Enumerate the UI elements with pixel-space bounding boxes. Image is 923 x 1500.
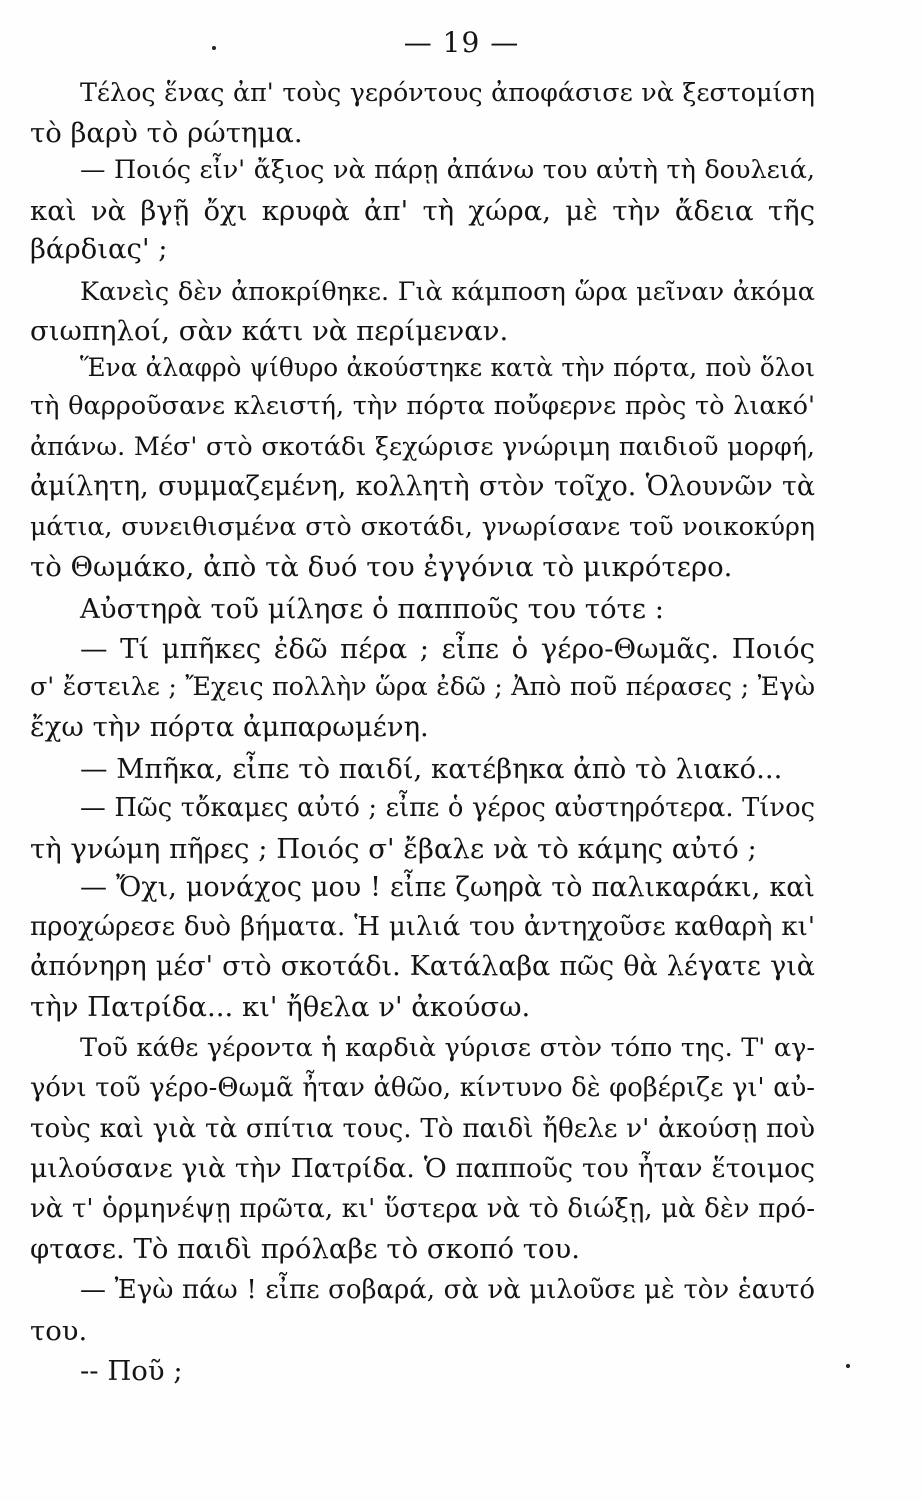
- text-line: σ' ἔστειλε ; Ἔχεις πολλὴν ὥρα ἐδῶ ; Ἀπὸ ποῦ πέρασες ; Ἐγὼ: [30, 671, 815, 701]
- ink-speck: [846, 1364, 850, 1368]
- text-line: ἀπόνηρη μέσ' στὸ σκοτάδι. Κατάλαβα πῶς θὰ λέγατε γιὰ: [30, 951, 815, 982]
- text-line: — Ὄχι, μονάχος μου ! εἶπε ζωηρὰ τὸ παλικαράκι, καὶ: [80, 872, 815, 903]
- text-line: — Τί μπῆκες ἐδῶ πέρα ; εἶπε ὁ γέρο-Θωμᾶς. Ποιός: [80, 633, 815, 665]
- text-line: τὴ θαρροῦσανε κλειστή, τὴν πόρτα ποὔφερνε πρὸς τὸ λιακό': [30, 391, 815, 421]
- text-line: βάρδιας' ;: [30, 233, 168, 265]
- text-line: — Ποιός εἶν' ἄξιος νὰ πάρῃ ἀπάνω του αὐτὴ τὴ δουλειά,: [80, 155, 815, 185]
- text-line: νὰ τ' ὁρμηνέψῃ πρῶτα, κι' ὕστερα νὰ τὸ διώξῃ, μὰ δὲν πρό-: [30, 1194, 815, 1224]
- text-line: μιλούσανε γιὰ τὴν Πατρίδα. Ὁ παπποῦς του ἦταν ἕτοιμος: [30, 1153, 815, 1184]
- text-line: Τέλος ἕνας ἀπ' τοὺς γερόντους ἀποφάσισε νὰ ξεστομίση: [80, 77, 815, 107]
- text-line: — Ἐγὼ πάω ! εἶπε σοβαρά, σὰ νὰ μιλοῦσε μὲ τὸν ἑαυτό: [80, 1275, 815, 1305]
- text-line: τὴ γνώμη πῆρες ; Ποιός σ' ἔβαλε νὰ τὸ κάμης αὐτό ;: [30, 833, 757, 865]
- text-line: γόνι τοῦ γέρο-Θωμᾶ ἦταν ἀθῶο, κίντυνο δὲ φοβέριζε γι' αὐ-: [30, 1073, 815, 1103]
- text-line: Αὐστηρὰ τοῦ μίλησε ὁ παπποῦς του τότε :: [80, 593, 665, 625]
- text-line: ἀπάνω. Μέσ' στὸ σκοτάδι ξεχώρισε γνώριμη παιδιοῦ μορφή,: [30, 431, 815, 461]
- text-line: ἀμίλητη, συμμαζεμένη, κολλητὴ στὸν τοῖχο. Ὁλουνῶν τὰ: [30, 471, 815, 502]
- text-line: τὴν Πατρίδα... κι' ἤθελα ν' ἀκούσω.: [30, 991, 531, 1023]
- text-line: Τοῦ κάθε γέροντα ἡ καρδιὰ γύρισε στὸν τόπο της. Τ' αγ-: [80, 1033, 815, 1063]
- text-line: — Πῶς τὄκαμες αὐτό ; εἶπε ὁ γέρος αὐστηρότερα. Τίνος: [80, 793, 815, 823]
- text-line: τὸ βαρὺ τὸ ρώτημα.: [30, 117, 303, 149]
- text-line: προχώρεσε δυὸ βήματα. Ἡ μιλιά του ἀντηχοῦσε καθαρὴ κι': [30, 912, 815, 942]
- page-number: — 19 —: [403, 26, 520, 59]
- text-line: σιωπηλοί, σὰν κάτι νὰ περίμεναν.: [30, 315, 509, 347]
- text-line: του.: [30, 1315, 88, 1347]
- text-line: ἔχω τὴν πόρτα ἀμπαρωμένη.: [30, 711, 429, 743]
- text-line: φτασε. Τὸ παιδὶ πρόλαβε τὸ σκοπό του.: [30, 1233, 580, 1265]
- text-line: μάτια, συνειθισμένα στὸ σκοτάδι, γνωρίσανε τοῦ νοικοκύρη: [30, 512, 815, 541]
- text-line: καὶ νὰ βγῇ ὄχι κρυφὰ ἀπ' τὴ χώρα, μὲ τὴν ἄδεια τῆς: [30, 195, 815, 227]
- text-line: τοὺς καὶ γιὰ τὰ σπίτια τους. Τὸ παιδὶ ἤθελε ν' ἀκούσῃ ποὺ: [30, 1114, 815, 1144]
- text-line: — Μπῆκα, εἶπε τὸ παιδί, κατέβηκα ἀπὸ τὸ λιακό...: [80, 753, 783, 785]
- text-line: -- Ποῦ ;: [80, 1355, 183, 1387]
- text-line: τὸ Θωμάκο, ἀπὸ τὰ δυό του ἐγγόνια τὸ μικρότερο.: [30, 551, 733, 583]
- text-line: Κανεὶς δὲν ἀποκρίθηκε. Γιὰ κάμποση ὥρα μεῖναν ἀκόμα: [80, 277, 815, 307]
- text-line: Ἕνα ἀλαφρὸ ψίθυρο ἀκούστηκε κατὰ τὴν πόρτα, ποὺ ὅλοι: [80, 353, 815, 382]
